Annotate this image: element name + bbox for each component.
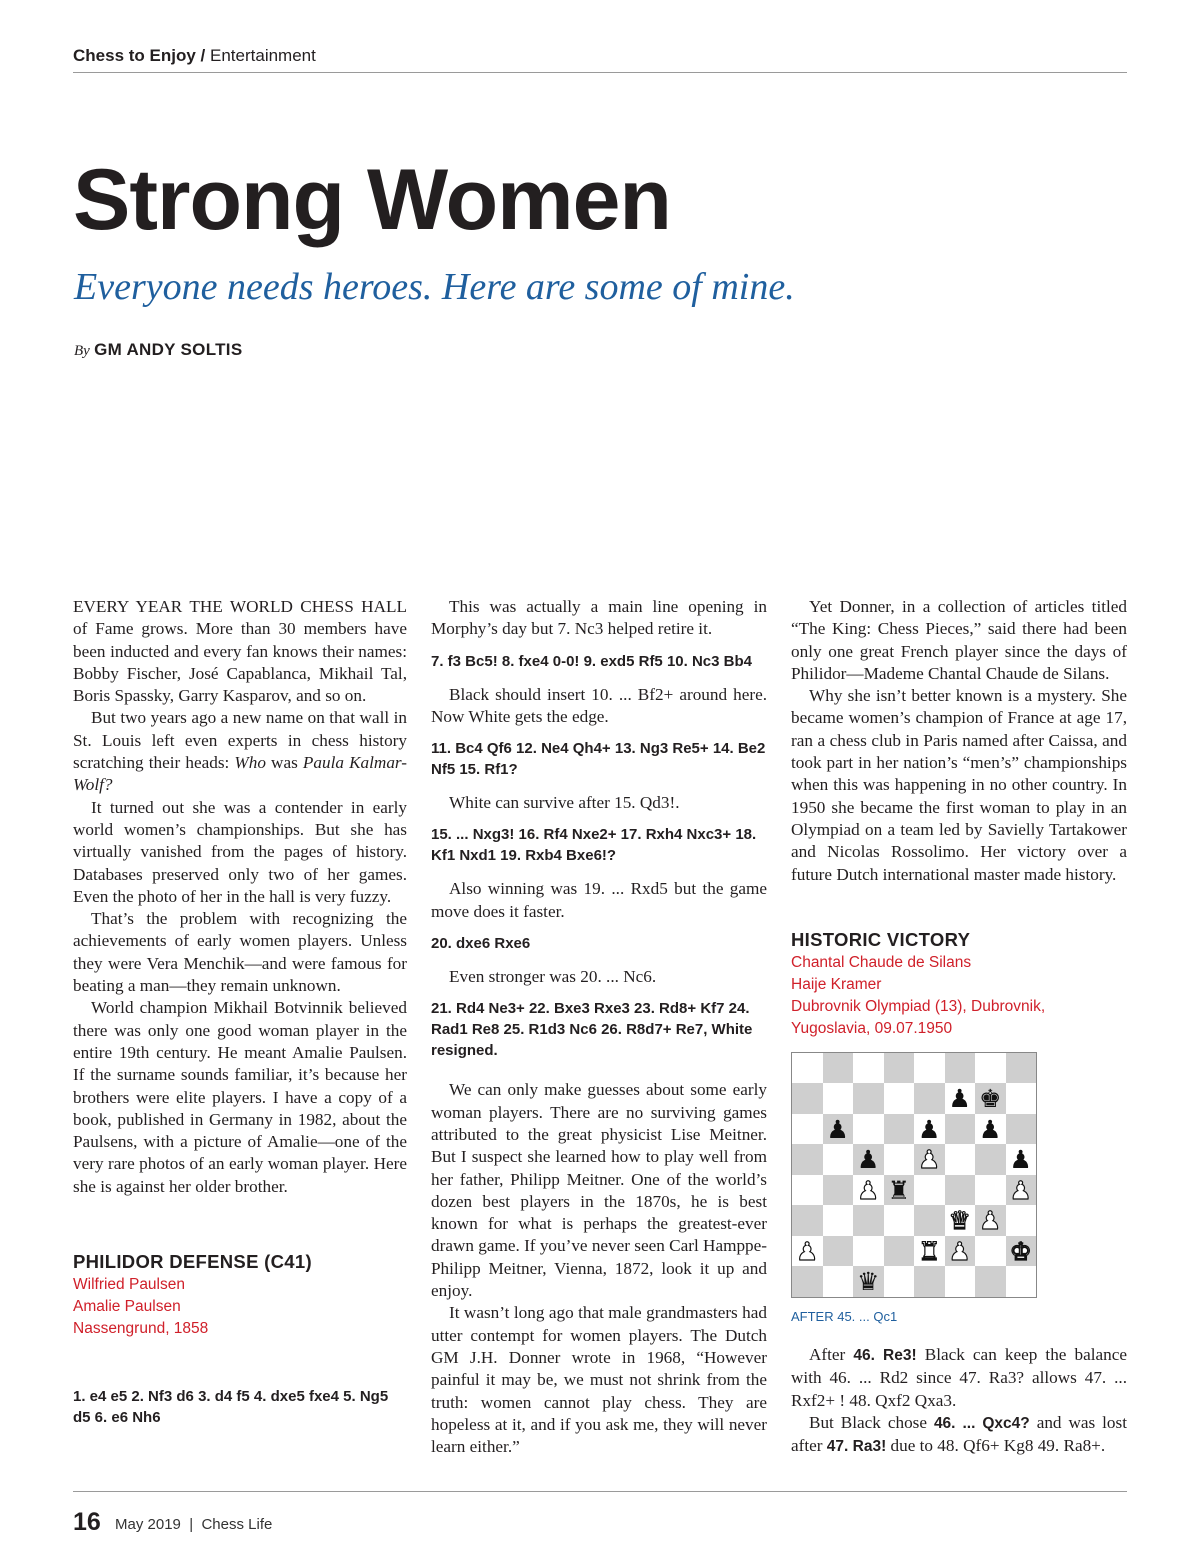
- text-span: Black can keep the balance with 46. ... Rd2 since 47. Ra3? allows 47. ... Rxf2+ ! 48. Qxf2 Qxa3.: [791, 1345, 1128, 1410]
- board-square: [853, 1205, 884, 1236]
- game-moves: 1. e4 e5 2. Nf3 d6 3. d4 f5 4. dxe5 fxe4 5. Ng5 d5 6. e6 Nh6: [73, 1388, 389, 1427]
- column-1: [73, 596, 407, 1440]
- board-square: [975, 1175, 1006, 1206]
- board-square: [914, 1114, 945, 1145]
- board-square: [975, 1266, 1006, 1297]
- white-queen-icon: ♛: [948, 1206, 971, 1236]
- chess-diagram: [791, 1052, 1037, 1298]
- paragraph: Black should insert 10. ... Bf2+ around here. Now White gets the edge.: [431, 684, 767, 726]
- board-square: [914, 1205, 945, 1236]
- header-section-bold: Chess to Enjoy: [73, 46, 196, 65]
- game-event: Dubrovnik Olympiad (13), Dubrovnik, Yugoslavia, 09.07.1950: [791, 997, 1046, 1037]
- article-subtitle: Everyone needs heroes. Here are some of mine.: [74, 266, 795, 308]
- board-square: [853, 1175, 884, 1206]
- board-square: [914, 1236, 945, 1267]
- board-square: [1006, 1114, 1037, 1145]
- board-square: [1006, 1175, 1037, 1206]
- board-square: [823, 1175, 854, 1206]
- board-square: [945, 1175, 976, 1206]
- board-square: [884, 1144, 915, 1175]
- game-event: Nassengrund, 1858: [73, 1320, 209, 1338]
- paragraph: [791, 1412, 1127, 1459]
- board-square: [975, 1236, 1006, 1267]
- footer-info: [115, 1516, 272, 1533]
- game-moves: 11. Bc4 Qf6 12. Ne4 Qh4+ 13. Ng3 Re5+ 14. Be2 Nf5 15. Rf1?: [431, 740, 766, 779]
- game-moves: 15. ... Nxg3! 16. Rf4 Nxe2+ 17. Rxh4 Nxc3+ 18. Kf1 Nxd1 19. Rxb4 Bxe6!?: [431, 826, 757, 865]
- page-footer: [73, 1491, 1127, 1552]
- black-pawn-icon: ♟: [918, 1114, 941, 1144]
- black-pawn-icon: ♟: [1009, 1145, 1032, 1175]
- game-heading: PHILIDOR DEFENSE (C41): [73, 1251, 312, 1273]
- board-square: [853, 1114, 884, 1145]
- board-square: [914, 1266, 945, 1297]
- text-span: and was lost after: [791, 1413, 1127, 1456]
- black-king-icon: ♚: [979, 1084, 1002, 1114]
- move-span: 47. Ra3!: [826, 1438, 887, 1456]
- white-rook-icon: ♜: [918, 1236, 941, 1266]
- board-square: [914, 1175, 945, 1206]
- game-black-player: Haije Kramer: [791, 975, 882, 993]
- board-square: [884, 1114, 915, 1145]
- paragraph: Why she isn’t better known is a mystery. She became women’s champion of France at age 17, ran a chess club in Paris named after Caissa, and took part in her nation’s “men’s” championships when this was happening in no other country. In 1950 she became the first woman to play in an Olympiad on a team led by Savielly Tartakower and Nicolas Rossolimo. Her victory over a future Dutch international master made history.: [791, 686, 1127, 884]
- board-square: [945, 1236, 976, 1267]
- paragraph: [73, 707, 407, 796]
- board-square: [914, 1083, 945, 1114]
- paragraph: That’s the problem with recognizing the achievements of early women players. Unless they were Vera Menchik—and were famous for beating a man—they remain unknown.: [73, 909, 407, 996]
- board-square: [792, 1053, 823, 1084]
- board-square: [884, 1053, 915, 1084]
- board-square: [853, 1266, 884, 1297]
- board-square: [884, 1175, 915, 1206]
- black-rook-icon: ♜: [887, 1175, 910, 1205]
- board-square: [1006, 1205, 1037, 1236]
- board-square: [914, 1144, 945, 1175]
- header-separator: /: [200, 46, 206, 65]
- move-span: 46. Re3!: [853, 1347, 917, 1365]
- footer-issue: May 2019: [115, 1516, 181, 1533]
- board-square: [1006, 1083, 1037, 1114]
- board-square: [792, 1205, 823, 1236]
- board-square: [853, 1144, 884, 1175]
- board-square: [823, 1083, 854, 1114]
- board-square: [945, 1205, 976, 1236]
- black-queen-icon: ♛: [857, 1267, 880, 1297]
- text-span: But Black chose: [809, 1413, 934, 1433]
- game-black-player: Amalie Paulsen: [73, 1298, 181, 1316]
- game-white-player: Chantal Chaude de Silans: [791, 953, 972, 971]
- board-square: [975, 1083, 1006, 1114]
- board-square: [823, 1114, 854, 1145]
- board-square: [853, 1236, 884, 1267]
- board-square: [1006, 1236, 1037, 1267]
- paragraph: We can only make guesses about some early woman players. There are no surviving games attributed to the great physicist Lise Meitner. But I suspect she learned how to play well from her father, Philipp Meitner. One of the world’s dozen best players in the 1870s, he is best known for what is perhaps the greatest-ever drawn game. If you’ve never seen Carl Hamppe-Philipp Meitner, Vienna, 1872, look it up and enjoy.: [431, 1080, 767, 1301]
- board-square: [975, 1144, 1006, 1175]
- footer-separator: |: [189, 1516, 194, 1533]
- paragraph: [791, 1344, 1127, 1412]
- board-square: [853, 1053, 884, 1084]
- board-square: [823, 1205, 854, 1236]
- board-square: [792, 1144, 823, 1175]
- board-square: [945, 1053, 976, 1084]
- board-square: [1006, 1144, 1037, 1175]
- paragraph: It turned out she was a contender in early world women’s championships. But she has virtually vanished from the pages of history. Databases preserved only two of her games. Even the photo of her in the hall is very fuzzy.: [73, 797, 407, 906]
- black-pawn-icon: ♟: [826, 1114, 849, 1144]
- board-square: [945, 1144, 976, 1175]
- board-square: [884, 1205, 915, 1236]
- game-heading: HISTORIC VICTORY: [791, 928, 971, 950]
- byline-author: GM ANDY SOLTIS: [94, 340, 243, 359]
- paragraph: World champion Mikhail Botvinnik believed there was only one good woman player in the entire 19th century. He meant Amalie Paulsen. If the surname sounds familiar, it’s because her brothers were elite players. I have a copy of a book, published in Germany in 1982, about the Paulsens, with a picture of Amalie—one of the very rare photos of an early woman player. Here she is against her older brother.: [73, 998, 407, 1196]
- board-square: [792, 1175, 823, 1206]
- board-square: [823, 1144, 854, 1175]
- paragraph: EVERY YEAR THE WORLD CHESS HALL of Fame grows. More than 30 members have been inducted and every fan knows their names: Bobby Fischer, José Capablanca, Mikhail Tal, Boris Spassky, Garry Kasparov, and so on.: [73, 597, 407, 706]
- column-3: [791, 596, 1127, 1459]
- game-moves: 7. f3 Bc5! 8. fxe4 0-0! 9. exd5 Rf5 10. Nc3 Bb4: [431, 652, 752, 670]
- byline: [74, 340, 242, 360]
- board-square: [884, 1266, 915, 1297]
- italic-span: Who: [234, 753, 266, 773]
- page-number: 16: [73, 1508, 101, 1536]
- board-square: [792, 1083, 823, 1114]
- board-square: [975, 1114, 1006, 1145]
- running-header: [73, 46, 1127, 73]
- board-square: [914, 1053, 945, 1084]
- paragraph: This was actually a main line opening in Morphy’s day but 7. Nc3 helped retire it.: [431, 597, 767, 639]
- white-pawn-icon: ♟: [796, 1236, 819, 1266]
- board-square: [853, 1083, 884, 1114]
- black-pawn-icon: ♟: [948, 1084, 971, 1114]
- board-square: [823, 1236, 854, 1267]
- board-square: [884, 1083, 915, 1114]
- board-square: [975, 1053, 1006, 1084]
- article-title: Strong Women: [73, 152, 671, 248]
- text-span: was: [265, 753, 303, 773]
- board-square: [823, 1266, 854, 1297]
- text-span: After: [809, 1345, 854, 1365]
- byline-by: By: [74, 343, 90, 359]
- italic-span: Paula Kalmar-Wolf?: [73, 753, 407, 795]
- board-square: [823, 1053, 854, 1084]
- move-span: 46. ... Qxc4?: [933, 1415, 1030, 1433]
- board-square: [1006, 1266, 1037, 1297]
- game-moves: 21. Rd4 Ne3+ 22. Bxe3 Rxe3 23. Rd8+ Kf7 24. Rad1 Re8 25. R1d3 Nc6 26. R8d7+ Re7, White resigned.: [431, 1000, 753, 1060]
- footer-magazine: Chess Life: [201, 1516, 273, 1533]
- board-square: [884, 1236, 915, 1267]
- paragraph: Even stronger was 20. ... Nc6.: [449, 967, 657, 987]
- column-2: [431, 596, 767, 1458]
- white-pawn-icon: ♟: [918, 1145, 941, 1175]
- text-span: But two years ago a new name on that wall in St. Louis left even experts in chess history scratching their heads:: [73, 708, 407, 773]
- diagram-caption: AFTER 45. ... Qc1: [791, 1308, 898, 1324]
- black-pawn-icon: ♟: [979, 1114, 1002, 1144]
- board-square: [975, 1205, 1006, 1236]
- black-pawn-icon: ♟: [857, 1145, 880, 1175]
- white-pawn-icon: ♟: [857, 1175, 880, 1205]
- white-pawn-icon: ♟: [1009, 1175, 1032, 1205]
- board-square: [945, 1114, 976, 1145]
- paragraph: It wasn’t long ago that male grandmasters had utter contempt for women players. The Dutch GM J.H. Donner wrote in 1968, “However painful it may be, we must not shrink from the truth: women cannot play chess. They are hopeless at it, and if you ask me, they will never learn either.”: [431, 1303, 767, 1457]
- board-square: [945, 1266, 976, 1297]
- paragraph: Yet Donner, in a collection of articles titled “The King: Chess Pieces,” said there had been only one great French player since the days of Philidor—Mademe Chantal Chaude de Silans.: [791, 597, 1127, 683]
- header-section: Entertainment: [210, 46, 316, 65]
- paragraph: White can survive after 15. Qd3!.: [449, 793, 680, 813]
- white-king-icon: ♚: [1009, 1236, 1032, 1266]
- board-square: [792, 1266, 823, 1297]
- board-square: [792, 1236, 823, 1267]
- paragraph: Also winning was 19. ... Rxd5 but the game move does it faster.: [431, 879, 767, 921]
- board-square: [792, 1114, 823, 1145]
- white-pawn-icon: ♟: [948, 1236, 971, 1266]
- game-moves: 20. dxe6 Rxe6: [431, 935, 531, 953]
- text-span: due to 48. Qf6+ Kg8 49. Ra8+.: [886, 1436, 1106, 1456]
- board-square: [945, 1083, 976, 1114]
- game-white-player: Wilfried Paulsen: [73, 1276, 185, 1294]
- white-pawn-icon: ♟: [979, 1206, 1002, 1236]
- board-square: [1006, 1053, 1037, 1084]
